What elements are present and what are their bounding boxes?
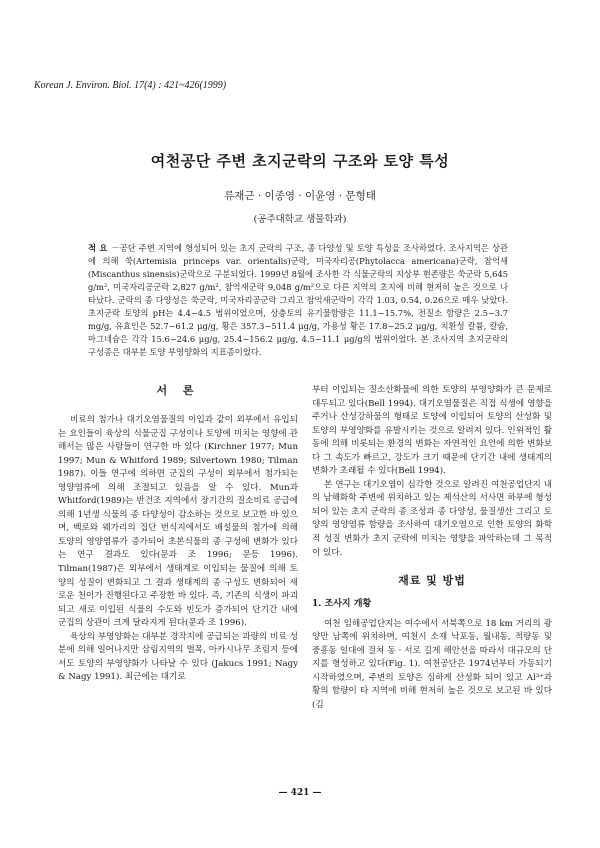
affiliation: (공주대학교 생물학과)	[253, 214, 347, 225]
study-site-subheading: 1. 조사지 개황	[312, 599, 372, 610]
methods-paragraph: 여천 임해공업단지는 여수에서 서북쪽으로 18 km 거리의 광양만 남쪽에 위치하며, 여천시 소재 낙포동, 월내동, 적량동 및 중흥동 일대에 걸쳐 동 · 서로 길게 해안선을 따라서 대규모의 단지를 형성하고 있다(Fig. 1). 여천공단은 1974년부터 가동되기 시작하였으며, 주변의 토양은 심하게 산성화 되어 있고 Al³⁺과 황의 함량이 타 지역에 비해 현저히 높은 것으로 보고된 바 있다(김	[312, 618, 552, 710]
left-column	[58, 384, 298, 685]
introduction-paragraph: 본 연구는 대기오염이 심각한 것으로 알려진 여천공업단지 내의 남해화학 주변에 위치하고 있는 제석산의 서사면 하부에 형성되어 있는 초지 군락의 종 조성과 종 다양성, 물질생산 그리고 토양의 영양염류 함량을 조사하여 대기오염으로 인한 토양의 화학적 성질 변화가 초지 군락에 미치는 영향을 파악하는데 그 목적이 있다.	[312, 479, 552, 558]
introduction-paragraph: 육상의 부영양화는 대부분 경작지에 공급되는 과량의 비료 성분에 의해 일어나지만 삼림지역의 벌목, 아카시나무 조림지 등에서도 토양의 부영양화가 나타날 수 있다 (Jakucs 1991; Nagy & Nagy 1991). 최근에는 대기로	[58, 631, 298, 683]
paper-title: 여천공단 주변 초지군락의 구조와 토양 특성	[150, 152, 450, 170]
abstract-text: －공단 주변 지역에 형성되어 있는 초지 군락의 구조, 종 다양성 및 토양 특성을 조사하였다. 조사지역은 상관에 의해 쑥(Artemisia princeps var. orientalis)군락, 미국자리공(Phytolacca americana)군락, 참억새(Miscanthus sinensis)군락으로 구분되었다. 1999년 8월에 조사한 각 식물군락의 지상부 현존량은 쑥군락 5,645 g/m², 미국자리공군락 2,827 g/m², 참억새군락 9,048 g/m²으로 다른 지역의 초지에 비해 현저히 높은 것으로 나타났다. 군락의 종 다양성은 쑥군락, 미국자리공군락 그리고 참억새군락이 각각 1.03, 0.54, 0.26으로 매우 낮았다. 초지군락 토양의 pH는 4.4~4.5 범위이었으며, 상층토의 유기물함량은 11.1~15.7%, 전질소 함량은 2.5~3.7 mg/g, 유효인은 52.7~61.2 μg/g, 황은 357.3~511.4 μg/g, 가용성 황은 17.8~25.2 μg/g, 치환성 칼륨, 칼슘, 마그네슘은 각각 15.6~24.6 μg/g, 25.4~156.2 μg/g, 4.5~11.1 μg/g의 범위이었다. 본 조사지역 초지군락의 구성종은 대부분 토양 부영양화의 지표종이었다.	[88, 243, 509, 357]
introduction-heading: 서 론	[156, 384, 200, 397]
page-number: — 421 —	[278, 788, 322, 798]
author-list: 류재근 · 이종영 · 이윤영 · 문형태	[224, 190, 376, 202]
introduction-paragraph: 부터 이입되는 질소산화물에 의한 토양의 부영양화가 큰 문제로 대두되고 있다(Bell 1994). 대기오염물질은 직접 식생에 영향을 주거나 산성강하물의 형태로 토양에 이입되어 토양의 산성화 및 토양의 부영양화를 유발시키는 것으로 알려져 있다. 인위적인 활동에 의해 비롯되는 환경의 변화는 자연적인 요인에 의한 변화보다 그 속도가 빠르고, 강도가 크기 때문에 단기간 내에 생태계의 변화가 초래될 수 있다(Bell 1994).	[312, 385, 552, 477]
abstract-lead: 적 요	[88, 243, 108, 253]
right-column	[312, 384, 552, 712]
journal-citation: Korean J. Environ. Biol. 17(4) : 421~426(1999)	[34, 80, 227, 91]
methods-heading: 재료 및 방법	[398, 574, 466, 588]
introduction-paragraph: 비료의 첨가나 대기오염물질의 이입과 같이 외부에서 유입되는 요인들이 육상의 식물군집 구성이나 토양에 미치는 영향에 관해서는 많은 사람들이 연구한 바 있다 (Kirchner 1977; Mun 1997; Mun & Whitford 1989; Silvertown 1980; Tilman 1987). 이들 연구에 의하면 군집의 구성이 외부에서 첨가되는 영양염류에 의해 조절되고 있음을 알 수 있다. Mun과 Whitford(1989)는 반건조 지역에서 장기간의 질소비료 공급에 의해 1년생 식물의 종 다양성이 감소하는 것으로 보고한 바 있으며, 벡로와 웨가리의 집단 번식지에서도 배설물의 첨가에 의해 토양의 영양염류가 증가되어 초본식물의 종 구성에 변화가 있다는 연구 결과도 있다(문과 조 1996; 문등 1996). Tilman(1987)은 외부에서 생태계로 이입되는 물질에 의해 토양의 성질이 변화되고 그 결과 생태계의 종 구성도 변화되어 새로운 천이가 진행된다고 주장한 바 있다. 즉, 기존의 식생이 파괴되고 새로 이입된 식물의 수도와 빈도가 증가되어 단기간 내에 군집의 상관이 크게 달라지게 된다(문과 조 1996).	[58, 415, 298, 629]
abstract	[88, 242, 508, 359]
